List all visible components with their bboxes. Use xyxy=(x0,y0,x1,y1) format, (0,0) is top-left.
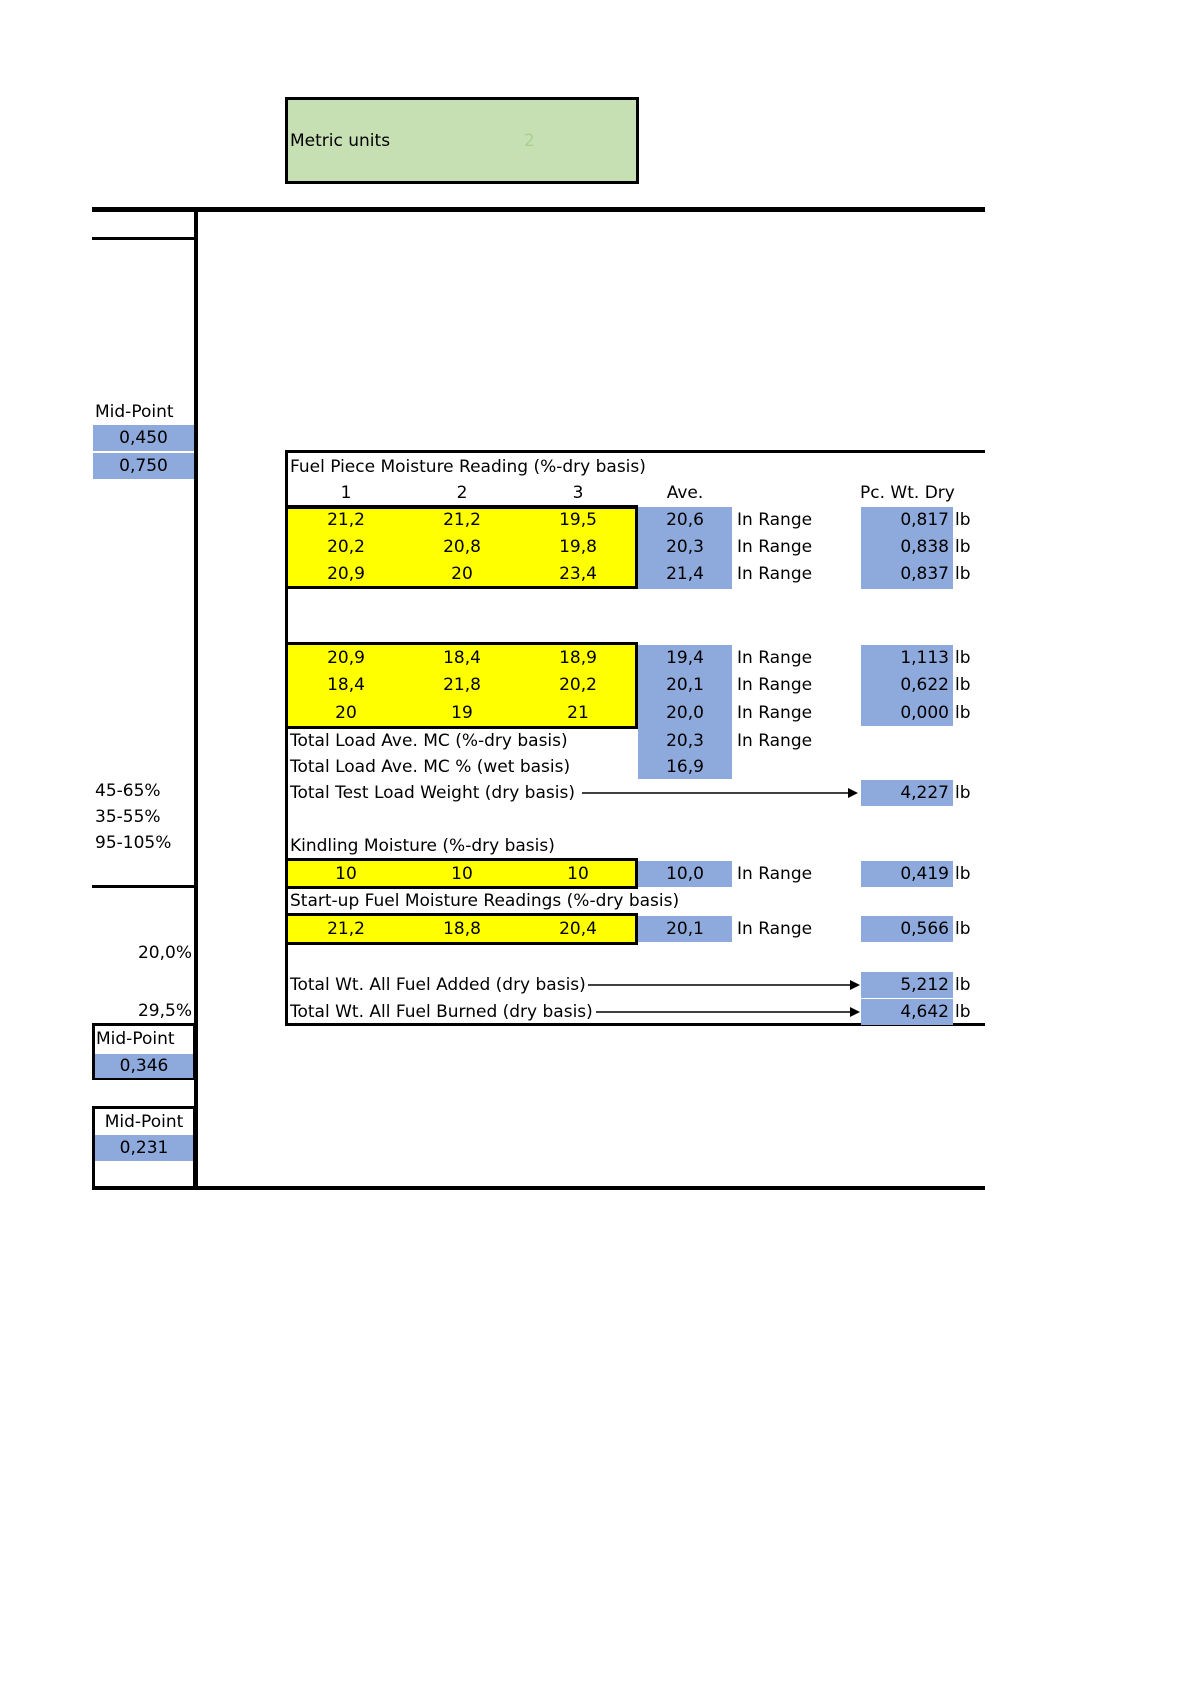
total-mc-wet-value: 16,9 xyxy=(666,757,704,777)
weight-value: 0,838 xyxy=(900,537,949,557)
weight-header-label: Pc. Wt. Dry xyxy=(860,483,955,503)
unit-label: lb xyxy=(955,537,971,557)
reading-cell[interactable]: 21,8 xyxy=(443,675,481,695)
ave-value: 20,6 xyxy=(666,510,704,530)
reading-cell[interactable]: 18,8 xyxy=(443,919,481,939)
ave-value: 19,4 xyxy=(666,648,704,668)
reading-cell[interactable]: 20,8 xyxy=(443,537,481,557)
frame-left-mid-line xyxy=(92,885,196,888)
weight-value: 0,837 xyxy=(900,564,949,584)
frame-top-line xyxy=(92,207,985,212)
table-title: Fuel Piece Moisture Reading (%-dry basis) xyxy=(290,457,646,477)
reading-cell[interactable]: 23,4 xyxy=(559,564,597,584)
total-added-label: Total Wt. All Fuel Added (dry basis) xyxy=(290,975,586,995)
kindling-label: Kindling Moisture (%-dry basis) xyxy=(290,836,555,856)
ave-value: 20,1 xyxy=(638,916,732,942)
status-text: In Range xyxy=(737,675,813,695)
arrow-icon xyxy=(580,784,860,802)
reading-cell[interactable]: 18,4 xyxy=(443,648,481,668)
midpoint-value: 0,750 xyxy=(93,453,194,479)
weight-value: 0,622 xyxy=(900,675,949,695)
total-weight-value: 4,227 xyxy=(861,780,953,806)
status-text: In Range xyxy=(737,510,813,530)
reading-cell[interactable]: 20,2 xyxy=(327,537,365,557)
reading-cell[interactable]: 10 xyxy=(567,864,589,884)
range-label: 35-55% xyxy=(95,807,161,827)
percent-value: 20,0% xyxy=(137,943,192,963)
ave-value: 10,0 xyxy=(638,861,732,887)
reading-cell[interactable]: 20 xyxy=(335,703,357,723)
unit-label: lb xyxy=(955,783,971,803)
total-mc-dry-label: Total Load Ave. MC (%-dry basis) xyxy=(290,731,568,751)
range-label: 95-105% xyxy=(95,833,172,853)
total-mc-dry-status: In Range xyxy=(737,731,813,751)
ave-value: 20,3 xyxy=(666,537,704,557)
arrow-icon xyxy=(594,1003,862,1021)
weight-value: 0,419 xyxy=(861,861,953,887)
unit-label: lb xyxy=(955,510,971,530)
reading-cell[interactable]: 19,8 xyxy=(559,537,597,557)
ave-header: Ave. xyxy=(666,483,704,503)
unit-label: lb xyxy=(955,648,971,668)
weight-header xyxy=(860,480,985,506)
midpoint-value: 0,346 xyxy=(95,1054,193,1078)
ave-value: 21,4 xyxy=(666,564,704,584)
arrow-icon xyxy=(586,976,862,994)
col-header: 3 xyxy=(572,483,584,503)
reading-cell[interactable]: 21 xyxy=(567,703,589,723)
reading-cell[interactable]: 18,9 xyxy=(559,648,597,668)
unit-label: lb xyxy=(955,675,971,695)
reading-cell[interactable]: 21,2 xyxy=(443,510,481,530)
unit-label: lb xyxy=(955,864,971,884)
range-label: 45-65% xyxy=(95,781,161,801)
midpoint-label: Mid-Point xyxy=(96,1029,175,1049)
startup-label: Start-up Fuel Moisture Readings (%-dry basis) xyxy=(290,891,680,911)
midpoint-box xyxy=(92,1106,196,1190)
reading-cell[interactable]: 19 xyxy=(451,703,473,723)
status-text: In Range xyxy=(737,703,813,723)
midpoint-box xyxy=(92,1023,196,1080)
frame-left-short-line xyxy=(92,237,196,240)
total-weight-label: Total Test Load Weight (dry basis) xyxy=(290,783,575,803)
midpoint-value: 0,450 xyxy=(93,425,194,451)
reading-cell[interactable]: 20,9 xyxy=(327,648,365,668)
total-mc-wet-label: Total Load Ave. MC % (wet basis) xyxy=(290,757,571,777)
reading-cell[interactable]: 21,2 xyxy=(327,510,365,530)
col-header: 1 xyxy=(340,483,352,503)
reading-cell[interactable]: 10 xyxy=(451,864,473,884)
reading-cell[interactable]: 20,4 xyxy=(559,919,597,939)
midpoint-value: 0,231 xyxy=(95,1135,193,1161)
reading-cell[interactable]: 20 xyxy=(451,564,473,584)
status-text: In Range xyxy=(737,564,813,584)
weight-value: 1,113 xyxy=(900,648,949,668)
units-box xyxy=(285,97,639,184)
reading-cell[interactable]: 20,9 xyxy=(327,564,365,584)
weight-value: 0,817 xyxy=(900,510,949,530)
unit-label: lb xyxy=(955,564,971,584)
reading-cell[interactable]: 20,2 xyxy=(559,675,597,695)
units-label: Metric units xyxy=(290,131,391,151)
percent-value: 29,5% xyxy=(137,1001,192,1021)
reading-cell[interactable]: 10 xyxy=(335,864,357,884)
units-value: 2 xyxy=(524,131,535,151)
status-text: In Range xyxy=(737,864,813,884)
status-text: In Range xyxy=(737,648,813,668)
unit-label: lb xyxy=(955,919,971,939)
reading-cell[interactable]: 18,4 xyxy=(327,675,365,695)
weight-value: 0,000 xyxy=(900,703,949,723)
reading-cell[interactable]: 21,2 xyxy=(327,919,365,939)
midpoint-label: Mid-Point xyxy=(95,402,174,422)
status-text: In Range xyxy=(737,919,813,939)
reading-cell[interactable]: 19,5 xyxy=(559,510,597,530)
unit-label: lb xyxy=(955,1002,971,1022)
status-text: In Range xyxy=(737,537,813,557)
unit-label: lb xyxy=(955,703,971,723)
total-burned-label: Total Wt. All Fuel Burned (dry basis) xyxy=(290,1002,593,1022)
midpoint-label: Mid-Point xyxy=(104,1112,184,1132)
ave-value: 20,1 xyxy=(666,675,704,695)
col-header: 2 xyxy=(456,483,468,503)
frame-bottom-line xyxy=(92,1186,985,1190)
weight-value: 0,566 xyxy=(861,916,953,942)
total-mc-dry-value: 20,3 xyxy=(666,731,704,751)
ave-value: 20,0 xyxy=(666,703,704,723)
unit-label: lb xyxy=(955,975,971,995)
total-added-value: 5,212 xyxy=(861,972,953,998)
total-burned-value: 4,642 xyxy=(861,999,953,1025)
